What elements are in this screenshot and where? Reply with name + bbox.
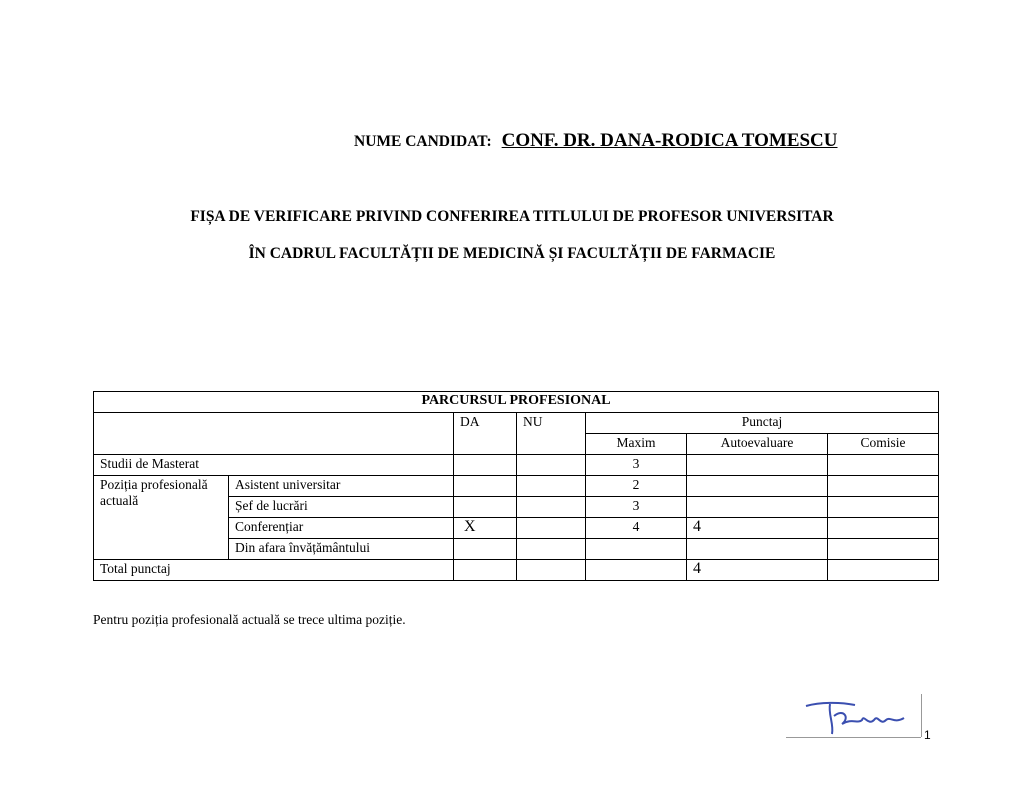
cell-autoevaluare xyxy=(687,476,828,497)
row-label: Studii de Masterat xyxy=(94,455,454,476)
table-total-row xyxy=(94,560,939,581)
table-caption: PARCURSUL PROFESIONAL xyxy=(94,392,939,413)
cell-maxim xyxy=(586,560,687,581)
row-label: Șef de lucrări xyxy=(229,497,454,518)
header-maxim: Maxim xyxy=(586,434,687,455)
cell-maxim: 2 xyxy=(586,476,687,497)
header-autoevaluare: Autoevaluare xyxy=(687,434,828,455)
cell-comisie xyxy=(828,518,939,539)
cell-autoevaluare xyxy=(687,539,828,560)
candidate-label: NUME CANDIDAT: xyxy=(354,133,492,150)
candidate-header xyxy=(354,130,838,152)
header-nu: NU xyxy=(517,413,586,455)
cell-nu xyxy=(517,560,586,581)
page-number: 1 xyxy=(924,728,931,742)
cell-autoevaluare: 4 xyxy=(687,518,828,539)
table-caption-row xyxy=(94,392,939,413)
footnote: Pentru poziția profesională actuală se trece ultima poziție. xyxy=(93,612,406,627)
cell-maxim: 4 xyxy=(586,518,687,539)
group-label: Poziția profesională actuală xyxy=(94,476,229,560)
row-label: Asistent universitar xyxy=(229,476,454,497)
cell-comisie xyxy=(828,476,939,497)
header-punctaj: Punctaj xyxy=(586,413,939,434)
table-row xyxy=(94,476,939,497)
signature-line xyxy=(786,737,921,738)
cell-nu xyxy=(517,539,586,560)
cell-comisie xyxy=(828,497,939,518)
cell-comisie xyxy=(828,560,939,581)
table-header-row xyxy=(94,413,939,434)
candidate-name: CONF. DR. DANA-RODICA TOMESCU xyxy=(501,130,838,151)
table-row xyxy=(94,455,939,476)
cell-nu xyxy=(517,455,586,476)
cell-da xyxy=(454,455,517,476)
cell-autoevaluare xyxy=(687,497,828,518)
cell-da xyxy=(454,560,517,581)
signature-divider xyxy=(921,694,922,737)
cell-da xyxy=(454,539,517,560)
header-empty-cell xyxy=(94,413,454,455)
cell-nu xyxy=(517,497,586,518)
cell-comisie xyxy=(828,539,939,560)
cell-autoevaluare xyxy=(687,455,828,476)
row-label: Din afara învățământului xyxy=(229,539,454,560)
handwritten-signature xyxy=(800,696,910,743)
total-autoevaluare: 4 xyxy=(687,560,828,581)
row-label: Conferențiar xyxy=(229,518,454,539)
cell-comisie xyxy=(828,455,939,476)
cell-nu xyxy=(517,518,586,539)
header-da: DA xyxy=(454,413,517,455)
document-title-line-2: ÎN CADRUL FACULTĂȚII DE MEDICINĂ ȘI FACULTĂȚII DE FARMACIE xyxy=(248,245,776,262)
total-label: Total punctaj xyxy=(94,560,454,581)
cell-da xyxy=(454,476,517,497)
professional-path-table xyxy=(93,391,939,581)
cell-da: X xyxy=(454,518,517,539)
cell-maxim: 3 xyxy=(586,497,687,518)
cell-maxim xyxy=(586,539,687,560)
document-title-line-1: FIȘA DE VERIFICARE PRIVIND CONFERIREA TITLULUI DE PROFESOR UNIVERSITAR xyxy=(190,208,834,225)
cell-da xyxy=(454,497,517,518)
header-comisie: Comisie xyxy=(828,434,939,455)
cell-maxim: 3 xyxy=(586,455,687,476)
cell-nu xyxy=(517,476,586,497)
